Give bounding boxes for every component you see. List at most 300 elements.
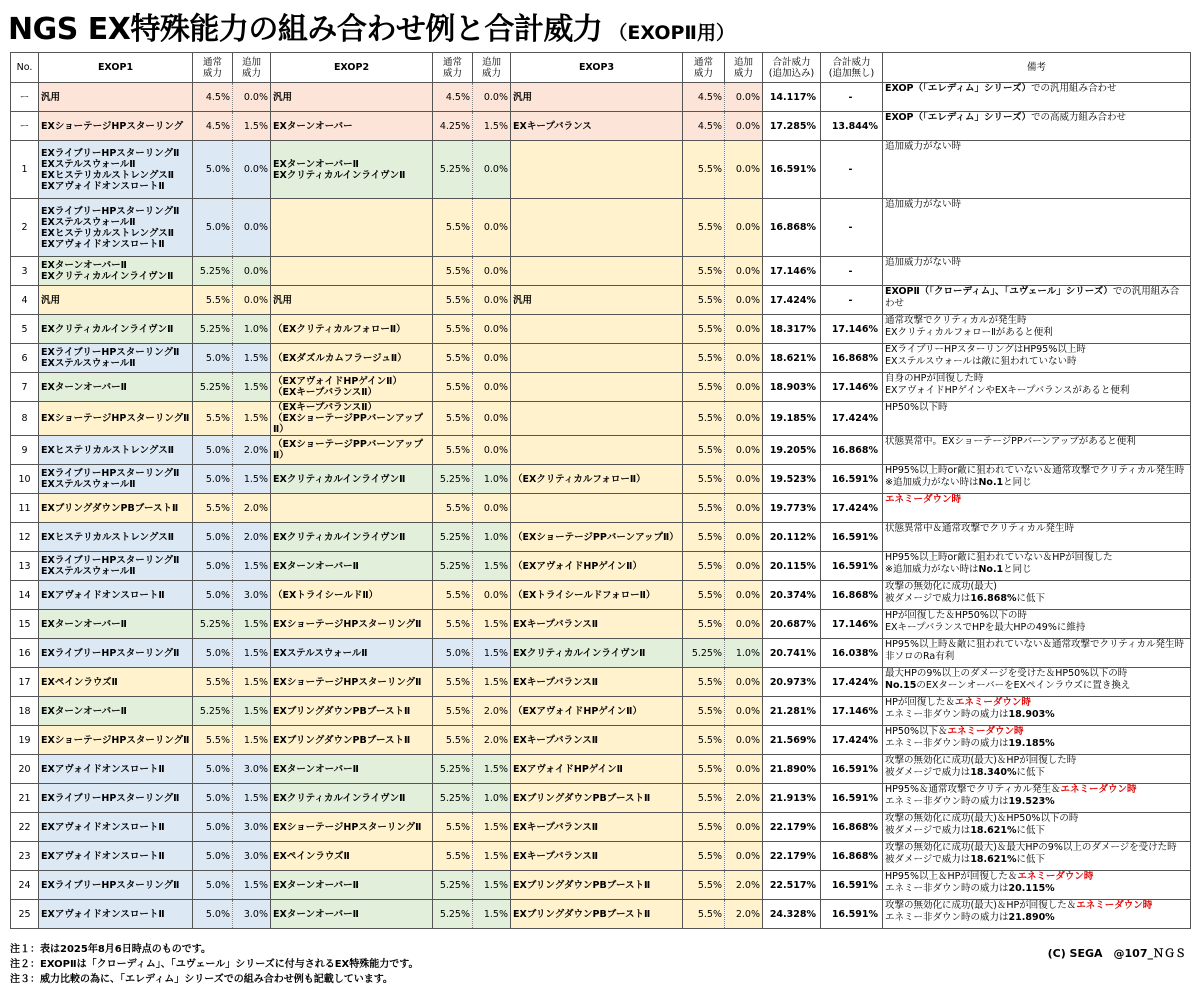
header-total-without: 合計威力 (追加無し) — [821, 53, 883, 83]
exop1-normal-power: 5.0% — [193, 842, 233, 871]
exop3-name: EXキープバランスⅡ — [511, 668, 683, 697]
exop1-normal-power: 5.0% — [193, 523, 233, 552]
exop2-normal-power: 5.5% — [433, 581, 473, 610]
exop1-extra-power: 1.5% — [233, 668, 271, 697]
exop1-extra-power: 1.5% — [233, 726, 271, 755]
exop2-normal-power: 5.0% — [433, 639, 473, 668]
remark-text: 攻撃の無効化に成功(最大)＆HPが回復した＆ — [885, 900, 1077, 911]
remark-text: 攻撃の無効化に成功(最大)＆HPが回復した時 被ダメージで威力は — [885, 755, 1077, 778]
remarks — [883, 402, 1191, 436]
exop1-name: EXアヴォイドオンスロートⅡ — [39, 581, 193, 610]
row-number: 5 — [11, 315, 39, 344]
remark-text: のEXターンオーバーをEXペインラウズに置き換え — [916, 680, 1131, 691]
remarks — [883, 813, 1191, 842]
exop1-name: EXライブリーHPスターリングⅡ — [39, 639, 193, 668]
exop3-extra-power: 0.0% — [725, 112, 763, 141]
table-row — [11, 465, 1191, 494]
total-with-extra: 22.179% — [763, 813, 821, 842]
total-with-extra: 21.281% — [763, 697, 821, 726]
exop3-normal-power: 5.5% — [683, 871, 725, 900]
exop2-name: EXターンオーバー — [271, 112, 433, 141]
total-with-extra: 20.112% — [763, 523, 821, 552]
total-without-extra: 17.146% — [821, 373, 883, 402]
exop2-name: EXターンオーバーⅡ — [271, 755, 433, 784]
remark-text: と同じ — [1003, 477, 1032, 488]
remarks — [883, 726, 1191, 755]
exop1-name: EXアヴォイドオンスロートⅡ — [39, 900, 193, 929]
exop2-extra-power: 0.0% — [473, 257, 511, 286]
exop1-extra-power: 1.5% — [233, 373, 271, 402]
remark-text: 状態異常中。EXショーテージPPバーンアップがあると便利 — [885, 436, 1136, 447]
exop3-extra-power: 0.0% — [725, 842, 763, 871]
exop2-name: EXターンオーバーⅡ — [271, 900, 433, 929]
exop3-extra-power: 0.0% — [725, 257, 763, 286]
exop2-normal-power: 5.25% — [433, 552, 473, 581]
exop2-extra-power: 0.0% — [473, 83, 511, 112]
exop3-extra-power: 0.0% — [725, 697, 763, 726]
exop3-name — [511, 344, 683, 373]
total-with-extra: 20.973% — [763, 668, 821, 697]
exop1-extra-power: 1.5% — [233, 402, 271, 436]
exop2-normal-power: 5.25% — [433, 465, 473, 494]
remark-text: HP50%以下時 — [885, 402, 948, 413]
exop3-name: EXブリングダウンPBブーストⅡ — [511, 871, 683, 900]
total-with-extra: 21.890% — [763, 755, 821, 784]
exop2-extra-power: 1.5% — [473, 668, 511, 697]
exop1-extra-power: 1.5% — [233, 697, 271, 726]
remark-text: 攻撃の無効化に成功(最大)＆HP50%以下の時 被ダメージで威力は — [885, 813, 1079, 836]
row-number: 21 — [11, 784, 39, 813]
exop1-name: EXライブリーHPスターリングⅡ EXステルスウォールⅡ EXヒステリカルストレングスⅡ EXアヴォイドオンスロートⅡ — [39, 141, 193, 199]
remark-text: No.1 — [978, 564, 1004, 575]
table-body — [11, 83, 1191, 929]
exop2-extra-power: 0.0% — [473, 344, 511, 373]
exop3-extra-power: 0.0% — [725, 402, 763, 436]
exop3-normal-power: 5.5% — [683, 610, 725, 639]
remark-highlight: エネミーダウン時 — [947, 726, 1024, 737]
exop3-name: EXアヴォイドHPゲインⅡ — [511, 755, 683, 784]
exop2-normal-power: 5.5% — [433, 436, 473, 465]
exop1-normal-power: 4.5% — [193, 83, 233, 112]
total-without-extra: 16.591% — [821, 900, 883, 929]
row-number: 17 — [11, 668, 39, 697]
remark-text: エネミー非ダウン時の威力は — [885, 738, 1009, 749]
remark-text: HP95%以上時＆敵に狙われていない＆通常攻撃でクリティカル発生時 非ソロのRa有利 — [885, 639, 1185, 662]
exop1-extra-power: 1.5% — [233, 871, 271, 900]
exop1-extra-power: 0.0% — [233, 141, 271, 199]
exop3-extra-power: 0.0% — [725, 465, 763, 494]
remark-text: 18.621% — [970, 825, 1017, 836]
exop1-extra-power: 1.0% — [233, 315, 271, 344]
title-sub: （EXOPⅡ用） — [608, 22, 735, 44]
header-extra-2: 追加 威力 — [473, 53, 511, 83]
exop3-normal-power: 5.5% — [683, 726, 725, 755]
exop2-name: EXクリティカルインライヴンⅡ — [271, 465, 433, 494]
exop2-normal-power: 5.5% — [433, 842, 473, 871]
remark-text: 19.185% — [1008, 738, 1055, 749]
table-row — [11, 900, 1191, 929]
exop3-name: （EXトライシールドフォローⅡ） — [511, 581, 683, 610]
remark-text: での汎用組み合わせ — [1031, 83, 1117, 94]
total-without-extra: 16.591% — [821, 552, 883, 581]
row-number: 18 — [11, 697, 39, 726]
table-row — [11, 344, 1191, 373]
table-row — [11, 436, 1191, 465]
exop3-normal-power: 4.5% — [683, 112, 725, 141]
exop2-normal-power: 5.5% — [433, 257, 473, 286]
table-row — [11, 610, 1191, 639]
table-row — [11, 697, 1191, 726]
total-without-extra: 16.591% — [821, 523, 883, 552]
exop1-name: EXライブリーHPスターリングⅡ EXステルスウォールⅡ — [39, 465, 193, 494]
exop1-normal-power: 5.5% — [193, 726, 233, 755]
exop2-name: （EXトライシールドⅡ） — [271, 581, 433, 610]
exop1-normal-power: 5.0% — [193, 784, 233, 813]
total-without-extra: 16.591% — [821, 784, 883, 813]
footnote: 注１：表は2025年8月6日時点のものです。 — [10, 944, 211, 955]
exop2-name — [271, 257, 433, 286]
exop3-name: EXキープバランス — [511, 112, 683, 141]
exop1-name: EXショーテージHPスターリングⅡ — [39, 726, 193, 755]
total-with-extra: 18.621% — [763, 344, 821, 373]
header-exop3: EXOP3 — [511, 53, 683, 83]
exop1-name: EXアヴォイドオンスロートⅡ — [39, 755, 193, 784]
exop3-normal-power: 5.5% — [683, 199, 725, 257]
remark-text: No.15 — [885, 680, 917, 691]
exop1-normal-power: 4.5% — [193, 112, 233, 141]
exop3-extra-power: 1.0% — [725, 639, 763, 668]
exop2-name: EXブリングダウンPBブーストⅡ — [271, 697, 433, 726]
remarks — [883, 697, 1191, 726]
exop1-normal-power: 5.0% — [193, 813, 233, 842]
exop2-normal-power: 5.25% — [433, 871, 473, 900]
exop2-name: EXターンオーバーⅡ — [271, 871, 433, 900]
exop3-extra-power: 0.0% — [725, 755, 763, 784]
exop1-normal-power: 5.5% — [193, 402, 233, 436]
remark-highlight: エネミーダウン時 — [1076, 900, 1153, 911]
exop3-extra-power: 0.0% — [725, 523, 763, 552]
remark-text: での高威力組み合わせ — [1031, 112, 1127, 123]
total-with-extra: 22.517% — [763, 871, 821, 900]
page-title — [8, 4, 735, 54]
total-without-extra: 17.424% — [821, 402, 883, 436]
remarks — [883, 668, 1191, 697]
exop2-extra-power: 1.5% — [473, 552, 511, 581]
exop3-normal-power: 5.5% — [683, 813, 725, 842]
remark-text: 攻撃の無効化に成功(最大)＆最大HPの9%以上のダメージを受けた時 被ダメージで威力は — [885, 842, 1177, 865]
exop3-normal-power: 5.5% — [683, 842, 725, 871]
exop3-normal-power: 5.5% — [683, 465, 725, 494]
exop2-name: （EXショーテージPPバーンアップⅡ） — [271, 436, 433, 465]
exop3-name: 汎用 — [511, 83, 683, 112]
exop2-extra-power: 2.0% — [473, 697, 511, 726]
footnote: 注２：EXOPⅡは「クローディム」、「ユヴェール」シリーズに付与されるEX特殊能力です。 — [10, 959, 419, 970]
table-row — [11, 523, 1191, 552]
row-number: 9 — [11, 436, 39, 465]
remark-text: HP95%以上時or敵に狙われていない＆通常攻撃でクリティカル発生時 ※追加威力がない時は — [885, 465, 1185, 488]
exop3-normal-power: 5.5% — [683, 402, 725, 436]
exop3-normal-power: 5.5% — [683, 315, 725, 344]
exop2-extra-power: 1.5% — [473, 610, 511, 639]
remark-text: 追加威力がない時 — [885, 199, 962, 210]
footnote: 注３：威力比較の為に、「エレディム」シリーズでの組み合わせ例も記載しています。 — [10, 974, 393, 985]
row-number: 16 — [11, 639, 39, 668]
total-without-extra: 17.424% — [821, 668, 883, 697]
table-row — [11, 257, 1191, 286]
exop1-normal-power: 5.0% — [193, 552, 233, 581]
remark-text: EXOP（「エレディム」シリーズ） — [885, 83, 1032, 94]
row-number: 2 — [11, 199, 39, 257]
exop2-normal-power: 5.5% — [433, 402, 473, 436]
remarks — [883, 581, 1191, 610]
remark-text: 19.523% — [1008, 796, 1055, 807]
table-row — [11, 726, 1191, 755]
remark-text: エネミー非ダウン時の威力は — [885, 883, 1009, 894]
exop2-name: EXステルスウォールⅡ — [271, 639, 433, 668]
exop2-extra-power: 0.0% — [473, 402, 511, 436]
exop1-extra-power: 2.0% — [233, 494, 271, 523]
remark-text: 攻撃の無効化に成功(最大) 被ダメージで威力は — [885, 581, 997, 604]
exop3-normal-power: 5.25% — [683, 639, 725, 668]
table-row — [11, 581, 1191, 610]
exop3-name: EXブリングダウンPBブーストⅡ — [511, 900, 683, 929]
total-without-extra: 16.868% — [821, 344, 883, 373]
exop1-normal-power: 5.0% — [193, 581, 233, 610]
total-with-extra: 22.179% — [763, 842, 821, 871]
exop1-extra-power: 0.0% — [233, 257, 271, 286]
remark-text: 20.115% — [1008, 883, 1055, 894]
exop2-extra-power: 0.0% — [473, 141, 511, 199]
exop2-normal-power: 5.5% — [433, 373, 473, 402]
remark-text: 追加威力がない時 — [885, 141, 962, 152]
remark-text: 18.340% — [970, 767, 1017, 778]
row-number: 25 — [11, 900, 39, 929]
remark-text: 追加威力がない時 — [885, 257, 962, 268]
exop2-name: EXクリティカルインライヴンⅡ — [271, 523, 433, 552]
header-extra-3: 追加 威力 — [725, 53, 763, 83]
exop3-extra-power: 0.0% — [725, 668, 763, 697]
remark-text: と同じ — [1003, 564, 1032, 575]
row-number: 10 — [11, 465, 39, 494]
row-number: 23 — [11, 842, 39, 871]
exop3-extra-power: 0.0% — [725, 494, 763, 523]
remarks — [883, 465, 1191, 494]
total-without-extra: 17.146% — [821, 697, 883, 726]
exop3-name: EXキープバランスⅡ — [511, 842, 683, 871]
total-without-extra: - — [821, 286, 883, 315]
total-without-extra: 16.591% — [821, 465, 883, 494]
exop3-extra-power: 0.0% — [725, 581, 763, 610]
exop1-normal-power: 5.0% — [193, 639, 233, 668]
table-row — [11, 668, 1191, 697]
exop3-extra-power: 0.0% — [725, 813, 763, 842]
remark-text: 21.890% — [1008, 912, 1055, 923]
row-number: ー — [11, 112, 39, 141]
row-number: 22 — [11, 813, 39, 842]
total-without-extra: 16.591% — [821, 755, 883, 784]
exop3-name: EXキープバランスⅡ — [511, 610, 683, 639]
exop3-extra-power: 0.0% — [725, 344, 763, 373]
total-without-extra: 17.424% — [821, 494, 883, 523]
exop2-extra-power: 1.5% — [473, 842, 511, 871]
remark-text: HP95%以上＆HPが回復した＆ — [885, 871, 1018, 882]
exop1-normal-power: 5.25% — [193, 373, 233, 402]
exop3-normal-power: 5.5% — [683, 373, 725, 402]
header-total-with: 合計威力 (追加込み) — [763, 53, 821, 83]
total-with-extra: 17.146% — [763, 257, 821, 286]
exop1-extra-power: 0.0% — [233, 199, 271, 257]
exop2-name — [271, 199, 433, 257]
exop1-normal-power: 5.25% — [193, 697, 233, 726]
exop1-name: EXペインラウズⅡ — [39, 668, 193, 697]
exop2-normal-power: 5.25% — [433, 755, 473, 784]
remarks — [883, 610, 1191, 639]
header-remarks: 備考 — [883, 53, 1191, 83]
exop2-name: （EXアヴォイドHPゲインⅡ） （EXキープバランスⅡ） — [271, 373, 433, 402]
exop3-normal-power: 5.5% — [683, 552, 725, 581]
exop2-normal-power: 5.25% — [433, 141, 473, 199]
row-number: 8 — [11, 402, 39, 436]
exop1-name: EXライブリーHPスターリングⅡ EXステルスウォールⅡ — [39, 344, 193, 373]
total-with-extra: 17.424% — [763, 286, 821, 315]
remarks — [883, 315, 1191, 344]
exop2-name: EXショーテージHPスターリングⅡ — [271, 813, 433, 842]
exop1-name: EXアヴォイドオンスロートⅡ — [39, 813, 193, 842]
exop1-name: EXライブリーHPスターリングⅡ — [39, 871, 193, 900]
row-number: ー — [11, 83, 39, 112]
remark-highlight: エネミーダウン時 — [1017, 871, 1094, 882]
remarks — [883, 83, 1191, 112]
header-exop2: EXOP2 — [271, 53, 433, 83]
table-row — [11, 373, 1191, 402]
exop3-normal-power: 5.5% — [683, 581, 725, 610]
row-number: 20 — [11, 755, 39, 784]
remark-text: 状態異常中＆通常攻撃でクリティカル発生時 — [885, 523, 1075, 534]
exop1-name: 汎用 — [39, 83, 193, 112]
row-number: 11 — [11, 494, 39, 523]
exop2-normal-power: 5.5% — [433, 813, 473, 842]
total-with-extra: 20.115% — [763, 552, 821, 581]
exop1-extra-power: 2.0% — [233, 436, 271, 465]
exop1-normal-power: 5.0% — [193, 344, 233, 373]
total-with-extra: 14.117% — [763, 83, 821, 112]
exop3-extra-power: 0.0% — [725, 726, 763, 755]
exop1-name: EXライブリーHPスターリングⅡ EXステルスウォールⅡ EXヒステリカルストレングスⅡ EXアヴォイドオンスロートⅡ — [39, 199, 193, 257]
remarks — [883, 842, 1191, 871]
total-without-extra: - — [821, 257, 883, 286]
remarks — [883, 344, 1191, 373]
total-without-extra: - — [821, 199, 883, 257]
exop2-normal-power: 5.5% — [433, 315, 473, 344]
exop1-normal-power: 5.0% — [193, 755, 233, 784]
remark-text: EXOP（「エレディム」シリーズ） — [885, 112, 1032, 123]
exop3-normal-power: 5.5% — [683, 523, 725, 552]
exop3-name — [511, 199, 683, 257]
exop2-name: EXクリティカルインライヴンⅡ — [271, 784, 433, 813]
exop3-extra-power: 0.0% — [725, 141, 763, 199]
table-row — [11, 755, 1191, 784]
remark-text: HP95%以上時or敵に狙われていない＆HPが回復した ※追加威力がない時は — [885, 552, 1113, 575]
exop2-extra-power: 1.5% — [473, 112, 511, 141]
exop1-normal-power: 5.5% — [193, 286, 233, 315]
total-without-extra: 16.868% — [821, 436, 883, 465]
remark-text: 最大HPの9%以上のダメージを受けた＆HP50%以下の時 — [885, 668, 1128, 679]
exop3-name — [511, 373, 683, 402]
exop2-extra-power: 1.0% — [473, 465, 511, 494]
total-with-extra: 16.591% — [763, 141, 821, 199]
exop1-name: EXクリティカルインライヴンⅡ — [39, 315, 193, 344]
table-row — [11, 112, 1191, 141]
row-number: 4 — [11, 286, 39, 315]
table-row — [11, 315, 1191, 344]
exop2-name: （EXキープバランスⅡ） （EXショーテージPPバーンアップⅡ） — [271, 402, 433, 436]
exop3-extra-power: 0.0% — [725, 199, 763, 257]
exop1-normal-power: 5.5% — [193, 668, 233, 697]
exop2-normal-power: 5.5% — [433, 344, 473, 373]
total-with-extra: 20.374% — [763, 581, 821, 610]
remarks — [883, 141, 1191, 199]
exop2-normal-power: 4.25% — [433, 112, 473, 141]
exop3-extra-power: 0.0% — [725, 373, 763, 402]
total-with-extra: 18.903% — [763, 373, 821, 402]
exop3-name — [511, 494, 683, 523]
exop3-name — [511, 141, 683, 199]
remarks — [883, 552, 1191, 581]
exop2-extra-power: 1.0% — [473, 784, 511, 813]
exop1-normal-power: 5.25% — [193, 257, 233, 286]
exop2-normal-power: 5.25% — [433, 784, 473, 813]
table-row — [11, 494, 1191, 523]
exop3-extra-power: 2.0% — [725, 871, 763, 900]
total-with-extra: 20.741% — [763, 639, 821, 668]
remark-text: No.1 — [978, 477, 1004, 488]
total-with-extra: 20.687% — [763, 610, 821, 639]
header-normal-3: 通常 威力 — [683, 53, 725, 83]
remark-text: に低下 — [1016, 767, 1046, 778]
exop1-name: EXアヴォイドオンスロートⅡ — [39, 842, 193, 871]
exop2-normal-power: 5.5% — [433, 286, 473, 315]
exop2-name: EXペインラウズⅡ — [271, 842, 433, 871]
exop1-name: EXターンオーバーⅡ — [39, 373, 193, 402]
row-number: 1 — [11, 141, 39, 199]
total-with-extra: 21.913% — [763, 784, 821, 813]
remarks — [883, 494, 1191, 523]
exop1-normal-power: 5.25% — [193, 315, 233, 344]
exop1-name: EXショーテージHPスターリング — [39, 112, 193, 141]
table-row — [11, 842, 1191, 871]
exop2-normal-power: 5.5% — [433, 610, 473, 639]
exop1-normal-power: 5.0% — [193, 900, 233, 929]
remark-highlight: エネミーダウン時 — [954, 697, 1031, 708]
exop3-normal-power: 5.5% — [683, 436, 725, 465]
credit: (C) SEGA @107_ＮＧＳ — [1047, 947, 1186, 960]
total-with-extra: 24.328% — [763, 900, 821, 929]
remarks — [883, 373, 1191, 402]
remark-text: 自身のHPが回復した時 EXアヴォイドHPゲインやEXキープバランスがあると便利 — [885, 373, 1130, 396]
remarks — [883, 755, 1191, 784]
exop1-extra-power: 1.5% — [233, 784, 271, 813]
exop1-normal-power: 5.25% — [193, 610, 233, 639]
exop3-extra-power: 0.0% — [725, 83, 763, 112]
row-number: 19 — [11, 726, 39, 755]
table-row — [11, 141, 1191, 199]
header-normal-2: 通常 威力 — [433, 53, 473, 83]
exop2-normal-power: 5.25% — [433, 900, 473, 929]
exop1-name: EXターンオーバーⅡ EXクリティカルインライヴンⅡ — [39, 257, 193, 286]
exop3-name: （EXショーテージPPバーンアップⅡ） — [511, 523, 683, 552]
total-with-extra: 19.773% — [763, 494, 821, 523]
exop3-name: EXキープバランスⅡ — [511, 813, 683, 842]
